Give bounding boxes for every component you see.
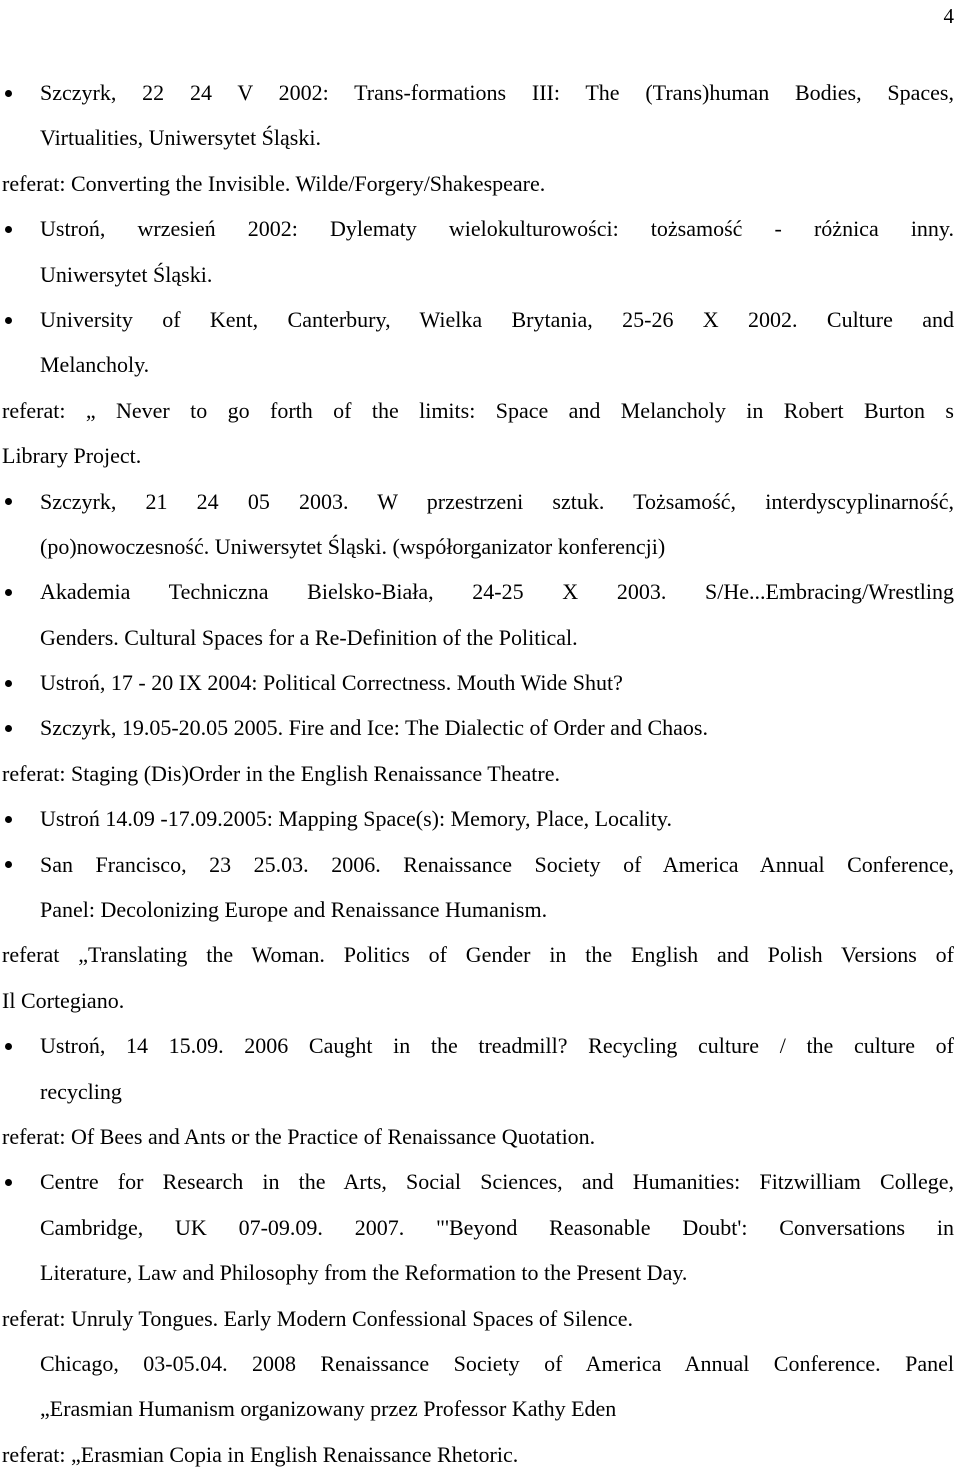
paragraph-line	[0, 388, 960, 433]
line-text: recycling	[40, 1078, 122, 1104]
paragraph-line	[0, 161, 960, 206]
bullet-icon	[5, 725, 12, 732]
bullet-icon	[5, 680, 12, 687]
line-text: Szczyrk, 19.05-20.05 2005. Fire and Ice: The Dialectic of Order and Chaos.	[40, 715, 708, 741]
bullet-icon	[5, 90, 12, 97]
list-item	[0, 70, 960, 115]
line-text: Virtualities, Uniwersytet Śląski.	[40, 125, 321, 151]
paragraph-line	[0, 1114, 960, 1159]
line-text: referat: „Erasmian Copia in English Renaissance Rhetoric.	[2, 1441, 519, 1467]
line-text: Library Project.	[2, 443, 142, 469]
bullet-icon	[5, 498, 12, 505]
line-text: Literature, Law and Philosophy from the Reformation to the Present Day.	[40, 1260, 688, 1286]
line-text: Ustroń, 14 15.09. 2006 Caught in the treadmill? Recycling culture / the culture of	[40, 1033, 954, 1059]
bullet-icon	[5, 861, 12, 868]
document-body	[0, 70, 960, 1477]
line-text: referat: „ Never to go forth of the limits: Space and Melancholy in Robert Burton s	[2, 397, 954, 423]
line-text: Melancholy.	[40, 352, 150, 378]
line-text: Ustroń 14.09 -17.09.2005: Mapping Space(s): Memory, Place, Locality.	[40, 806, 672, 832]
line-text: San Francisco, 23 25.03. 2006. Renaissance Society of America Annual Conference,	[40, 851, 954, 877]
list-item	[0, 1023, 960, 1068]
line-text: Genders. Cultural Spaces for a Re-Definition of the Political.	[40, 624, 578, 650]
list-item	[0, 660, 960, 705]
bullet-icon	[5, 816, 12, 823]
line-text: Uniwersytet Śląski.	[40, 261, 213, 287]
list-item-continuation	[0, 1341, 960, 1386]
page-number: 4	[943, 4, 954, 28]
list-item	[0, 569, 960, 614]
bullet-icon	[5, 317, 12, 324]
line-text: „Erasmian Humanism organizowany przez Professor Kathy Eden	[40, 1396, 617, 1422]
line-text: referat „Translating the Woman. Politics of Gender in the English and Polish Versions of	[2, 942, 954, 968]
line-text: Akademia Techniczna Bielsko-Biała, 24-25 X 2003. S/He...Embracing/Wrestling	[40, 579, 954, 605]
list-item	[0, 206, 960, 251]
list-item	[0, 842, 960, 887]
list-item-continuation	[0, 1205, 960, 1250]
line-text: referat: Staging (Dis)Order in the English Renaissance Theatre.	[2, 760, 560, 786]
paragraph-line	[0, 751, 960, 796]
list-item	[0, 705, 960, 750]
list-item-continuation	[0, 524, 960, 569]
list-item-continuation	[0, 615, 960, 660]
list-item-continuation	[0, 1069, 960, 1114]
list-item-continuation	[0, 342, 960, 387]
line-text: Ustroń, wrzesień 2002: Dylematy wielokulturowości: tożsamość - różnica inny.	[40, 216, 954, 242]
list-item-continuation	[0, 887, 960, 932]
paragraph-line	[0, 978, 960, 1023]
line-text: Szczyrk, 21 24 05 2003. W przestrzeni sztuk. Tożsamość, interdyscyplinarność,	[40, 488, 954, 514]
paragraph-line	[0, 1432, 960, 1477]
line-text: Szczyrk, 22 24 V 2002: Trans-formations III: The (Trans)human Bodies, Spaces,	[40, 80, 954, 105]
list-item	[0, 1159, 960, 1204]
paragraph-line	[0, 1296, 960, 1341]
list-item-continuation	[0, 1250, 960, 1295]
bullet-icon	[5, 1043, 12, 1050]
bullet-icon	[5, 589, 12, 596]
line-text: (po)nowoczesność. Uniwersytet Śląski. (współorganizator konferencji)	[40, 533, 666, 559]
line-text: University of Kent, Canterbury, Wielka Brytania, 25-26 X 2002. Culture and	[40, 306, 954, 332]
line-text: Panel: Decolonizing Europe and Renaissance Humanism.	[40, 897, 548, 923]
line-text: Cambridge, UK 07-09.09. 2007. "'Beyond Reasonable Doubt': Conversations in	[40, 1214, 954, 1240]
line-text: Centre for Research in the Arts, Social Sciences, and Humanities: Fitzwilliam College,	[40, 1169, 954, 1195]
list-item-continuation	[0, 252, 960, 297]
line-text: Chicago, 03-05.04. 2008 Renaissance Society of America Annual Conference. Panel	[40, 1350, 954, 1376]
line-text: Il Cortegiano.	[2, 987, 125, 1013]
bullet-icon	[5, 226, 12, 233]
list-item-continuation	[0, 1386, 960, 1431]
line-text: referat: Unruly Tongues. Early Modern Confessional Spaces of Silence.	[2, 1305, 633, 1331]
paragraph-line	[0, 932, 960, 977]
line-text: Ustroń, 17 - 20 IX 2004: Political Correctness. Mouth Wide Shut?	[40, 670, 623, 696]
bullet-icon	[5, 1179, 12, 1186]
list-item	[0, 479, 960, 524]
list-item	[0, 796, 960, 841]
paragraph-line	[0, 433, 960, 478]
line-text: referat: Converting the Invisible. Wilde/Forgery/Shakespeare.	[2, 170, 546, 196]
line-text: referat: Of Bees and Ants or the Practice of Renaissance Quotation.	[2, 1123, 596, 1149]
list-item	[0, 297, 960, 342]
list-item-continuation	[0, 115, 960, 160]
